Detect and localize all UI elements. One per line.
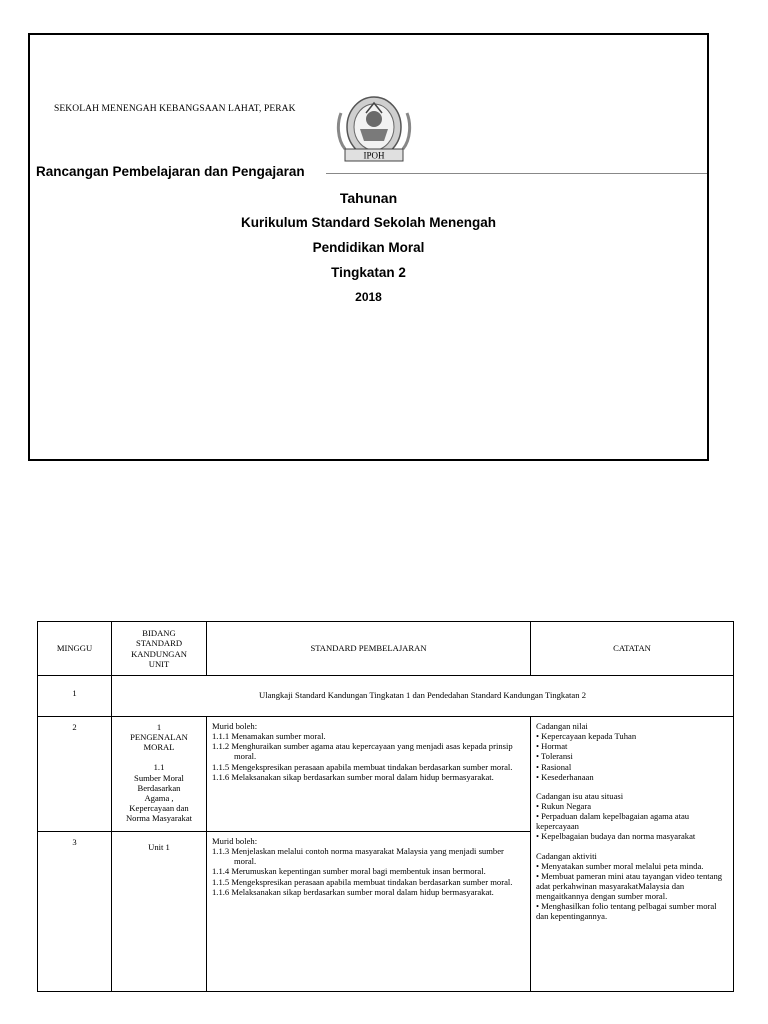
list-item: 1.1.6 Melaksanakan sikap berdasarkan sumber moral dalam hidup bermasyarakat. [212, 886, 494, 897]
header-catatan: CATATAN [531, 622, 734, 676]
list-item: 1.1.6 Melaksanakan sikap berdasarkan sumber moral dalam hidup bermasyarakat. [212, 771, 494, 782]
bidang-cell: 1 PENGENALAN MORAL 1.1 Sumber Moral Berdasarkan Agama , Kepercayaan dan Norma Masyarakat [112, 717, 207, 832]
table-row [38, 676, 734, 717]
svg-text:IPOH: IPOH [363, 150, 385, 161]
header-bidang: BIDANG STANDARD KANDUNGAN UNIT [112, 622, 207, 676]
cover-line-year: 2018 [355, 290, 382, 304]
cover-line-tahunan: Tahunan [339, 190, 398, 206]
standard-cell: Murid boleh: 1.1.1 Menamakan sumber moral. 1.1.2 Menghuraikan sumber agama atau kepercayaan yang menjadi asas kepada prinsip moral. 1.1.5 Mengekspresikan perasaan apabila membuat tindakan berdasarkan sumber moral. 1.1.6 Melaksanakan sikap berdasarkan sumber moral dalam hidup bermasyarakat. [207, 717, 531, 832]
table-header-row [38, 622, 734, 676]
list-item: 1.1.5 Mengekspresikan perasaan apabila membuat tindakan berdasarkan sumber moral. [212, 761, 513, 772]
list-item: 1.1.1 Menamakan sumber moral. [212, 731, 326, 742]
list-item: 1.1.5 Mengekspresikan perasaan apabila membuat tindakan berdasarkan sumber moral. [212, 876, 513, 887]
header-standard-pembelajaran: STANDARD PEMBELAJARAN [207, 622, 531, 676]
list-item: 1.1.3 Menjelaskan melalui contoh norma masyarakat Malaysia yang menjadi sumber moral. [212, 846, 504, 867]
list-item: 1.1.2 Menghuraikan sumber agama atau kepercayaan yang menjadi asas kepada prinsip moral. [212, 741, 513, 762]
week-cell: 1 [38, 676, 112, 717]
table-row [38, 717, 734, 832]
unit-cell: Unit 1 [112, 832, 207, 992]
header-minggu: MINGGU [38, 622, 112, 676]
cover-page [28, 33, 709, 461]
catatan-cell: Cadangan nilai • Kepercayaan kepada Tuhan • Hormat • Toleransi • Rasional • Kesederhanaan Cadangan isu atau situasi • Rukun Negara • Perpaduan dalam kepelbagaian agama atau kepercayaan • Kepelbagaian budaya dan norma masyarakat Cadangan aktiviti • Menyatakan sumber moral melalui peta minda. • Membuat pameran mini atau tayangan video tentang adat perkahwinan masyarakatMalaysia dan mengaitkannya dengan sumber moral. • Menghasilkan folio tentang pelbagai sumber moral dan kepentingannya. [531, 717, 734, 992]
cover-line-subject: Pendidikan Moral [312, 240, 425, 255]
title-underline [326, 173, 707, 174]
week-cell: 2 [38, 717, 112, 832]
revision-cell: Ulangkaji Standard Kandungan Tingkatan 1 dan Pendedahan Standard Kandungan Tingkatan 2 [112, 676, 734, 717]
standard-cell: Murid boleh: 1.1.3 Menjelaskan melalui contoh norma masyarakat Malaysia yang menjadi sumber moral. 1.1.4 Merumuskan kepentingan sumber moral bagi membentuk insan bermoral. 1.1.5 Mengekspresikan perasaan apabila membuat tindakan berdasarkan sumber moral. 1.1.6 Melaksanakan sikap berdasarkan sumber moral dalam hidup bermasyarakat. [207, 832, 531, 992]
cover-line-kurikulum: Kurikulum Standard Sekolah Menengah [240, 215, 497, 230]
school-logo [333, 93, 415, 165]
school-name: SEKOLAH MENENGAH KEBANGSAAN LAHAT, PERAK [54, 104, 296, 114]
rpp-title: Rancangan Pembelajaran dan Pengajaran [36, 164, 305, 179]
cover-line-form: Tingkatan 2 [331, 265, 406, 280]
list-item: 1.1.4 Merumuskan kepentingan sumber moral bagi membentuk insan bermoral. [212, 866, 486, 877]
lesson-plan-table [37, 621, 734, 992]
week-cell: 3 [38, 832, 112, 992]
